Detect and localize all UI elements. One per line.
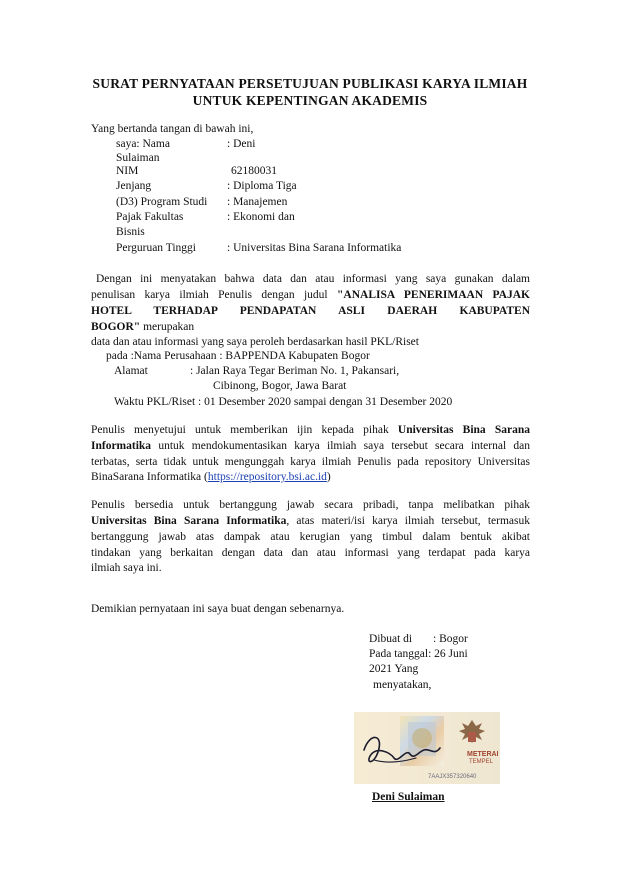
jenjang-label: Jenjang: [116, 180, 152, 192]
fakultas-value: : Ekonomi dan: [227, 211, 295, 223]
intro-text: Yang bertanda tangan di bawah ini,: [91, 123, 254, 135]
thesis-title-start: "ANALISA PENERIMAAN PAJAK: [337, 289, 530, 301]
closing-statement: Demikian pernyataan ini saya buat dengan sebenarnya.: [91, 603, 345, 615]
nama-label: saya: Nama: [116, 138, 170, 150]
alamat-value: : Jalan Raya Tegar Beriman No. 1, Pakansari,: [190, 365, 400, 377]
para3-line-5: ilmiah saya ini.: [91, 562, 162, 574]
para3-line-4: tindakan yang berkaitan dengan data dan atau informasi yang terdapat pada karya: [91, 547, 530, 559]
alamat-label: Alamat: [114, 365, 148, 377]
dibuat-label: Dibuat di: [369, 633, 413, 645]
para2-line-3: terbatas, serta tidak untuk mengunggah karya ilmiah Penulis pada repository Universitas: [91, 456, 530, 468]
nama-value: : Deni: [227, 138, 256, 150]
para2-line-2: Informatika untuk mendokumentasikan karya ilmiah saya tersebut secara internal dan: [91, 440, 530, 452]
stamp-image: [354, 712, 500, 784]
waktu-pkl: Waktu PKL/Riset : 01 Desember 2020 sampai dengan 31 Desember 2020: [114, 396, 453, 408]
stamp-serial: 7AAJX357320640: [428, 774, 477, 780]
nim-value: 62180031: [231, 165, 277, 177]
document-title-line-1: SURAT PERNYATAAN PERSETUJUAN PUBLIKASI KARYA ILMIAH: [92, 76, 528, 91]
tahun-line: 2021 Yang: [369, 663, 419, 675]
para1-line-4: BOGOR" merupakan: [91, 321, 195, 333]
para3-line-3: bertanggung jawab atas dampak atau kerugian yang timbul dalam bentuk akibat: [91, 531, 530, 543]
nama-continuation: Sulaiman: [116, 152, 160, 164]
tanggal-line: Pada tanggal: 26 Juni: [369, 648, 468, 660]
perguruan-tinggi-label: Perguruan Tinggi: [116, 242, 196, 254]
repository-link[interactable]: https://repository.bsi.ac.id: [207, 471, 327, 483]
meterai-stamp-with-signature: [354, 712, 500, 784]
prodi-value: : Manajemen: [227, 196, 288, 208]
thesis-title-end: BOGOR": [91, 321, 141, 333]
perusahaan-line: pada :Nama Perusahaan : BAPPENDA Kabupaten Bogor: [106, 350, 370, 362]
signer-name: Deni Sulaiman: [372, 791, 445, 803]
para1-line-2: penulisan karya ilmiah Penulis dengan judul "ANALISA PENERIMAAN PAJAK: [91, 289, 530, 301]
dibuat-value: : Bogor: [433, 633, 468, 645]
jenjang-value: : Diploma Tiga: [227, 180, 297, 192]
para1-line-5: data dan atau informasi yang saya peroleh berdasarkan hasil PKL/Riset: [91, 336, 419, 348]
para3-line-1: Penulis bersedia untuk bertanggung jawab secara pribadi, tanpa melibatkan pihak: [91, 499, 530, 511]
document-title-line-2: UNTUK KEPENTINGAN AKADEMIS: [192, 93, 428, 108]
para1-line-1: Dengan ini menyatakan bahwa data dan atau informasi yang saya gunakan dalam: [96, 273, 530, 285]
stamp-label-2: TEMPEL: [469, 759, 494, 765]
menyatakan-line: menyatakan,: [373, 679, 432, 691]
fakultas-continuation: Bisnis: [116, 226, 145, 238]
stamp-label-1: METERAI: [467, 751, 499, 758]
para2-line-1: Penulis menyetujui untuk memberikan ijin kepada pihak Universitas Bina Sarana: [91, 424, 530, 436]
nim-label: NIM: [116, 165, 139, 177]
para2-line-4: BinaSarana Informatika (https://repository.bsi.ac.id): [91, 471, 331, 483]
alamat-continuation: Cibinong, Bogor, Jawa Barat: [213, 380, 347, 392]
fakultas-label: Pajak Fakultas: [116, 211, 184, 223]
prodi-label: (D3) Program Studi: [116, 196, 208, 208]
perguruan-tinggi-value: : Universitas Bina Sarana Informatika: [227, 242, 402, 254]
para3-line-2: Universitas Bina Sarana Informatika, atas materi/isi karya ilmiah tersebut, termasuk: [91, 515, 530, 527]
thesis-title-middle: HOTEL TERHADAP PENDAPATAN ASLI DAERAH KABUPATEN: [91, 305, 530, 317]
